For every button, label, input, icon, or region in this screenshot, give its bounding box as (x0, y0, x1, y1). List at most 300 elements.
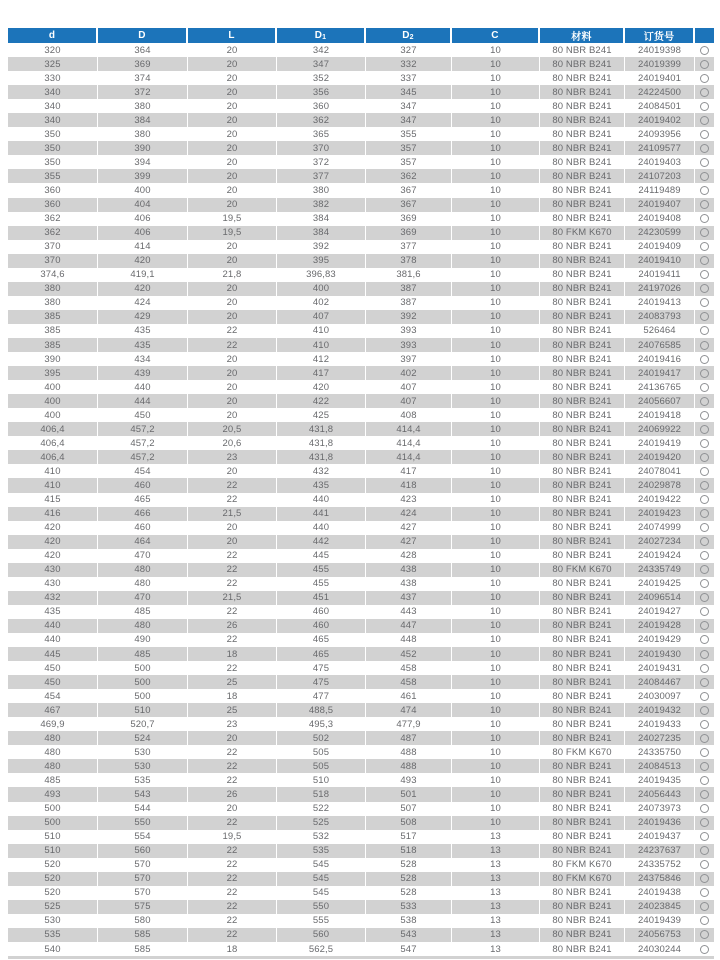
availability-circle-icon (700, 888, 709, 897)
table-cell-material: 80 NBR B241 (540, 282, 625, 296)
table-cell-D1: 410 (277, 338, 366, 352)
table-cell-C: 10 (452, 577, 540, 591)
availability-circle-icon (700, 144, 709, 153)
availability-circle-icon (700, 495, 709, 504)
table-cell-D: 390 (98, 141, 188, 155)
table-cell-material: 80 NBR B241 (540, 816, 625, 830)
availability-circle-icon (700, 46, 709, 55)
table-cell-D2: 377 (366, 240, 452, 254)
table-cell-D: 364 (98, 43, 188, 57)
table-cell-order_no: 24019398 (625, 43, 695, 57)
table-cell-D1: 460 (277, 605, 366, 619)
column-header-D2: D $_2$ (366, 28, 452, 43)
table-row (8, 619, 714, 633)
table-cell-D1: 384 (277, 226, 366, 240)
table-cell-D2: 447 (366, 619, 452, 633)
table-cell-D: 424 (98, 296, 188, 310)
table-row (8, 928, 714, 942)
availability-cell (695, 549, 714, 563)
table-cell-C: 10 (452, 240, 540, 254)
table-cell-material: 80 NBR B241 (540, 675, 625, 689)
table-cell-order_no: 24019401 (625, 71, 695, 85)
table-cell-D2: 543 (366, 928, 452, 942)
table-cell-D2: 533 (366, 900, 452, 914)
table-cell-order_no: 24019411 (625, 268, 695, 282)
table-cell-D1: 396,83 (277, 268, 366, 282)
table-cell-D2: 461 (366, 689, 452, 703)
table-cell-C: 10 (452, 198, 540, 212)
cutoff-row (8, 956, 714, 959)
table-cell-C: 10 (452, 380, 540, 394)
table-cell-C: 10 (452, 310, 540, 324)
availability-cell (695, 928, 714, 942)
table-cell-D1: 495,3 (277, 717, 366, 731)
table-cell-material: 80 NBR B241 (540, 844, 625, 858)
table-cell-L: 20 (188, 198, 277, 212)
availability-cell (695, 141, 714, 155)
table-cell-D2: 501 (366, 787, 452, 801)
table-row (8, 366, 714, 380)
table-cell-material: 80 FKM K670 (540, 226, 625, 240)
table-cell-L: 20 (188, 408, 277, 422)
table-cell-D: 399 (98, 169, 188, 183)
table-cell-D2: 337 (366, 71, 452, 85)
table-cell-D2: 528 (366, 886, 452, 900)
table-row (8, 183, 714, 197)
availability-circle-icon (700, 692, 709, 701)
availability-circle-icon (700, 818, 709, 827)
table-cell-D: 434 (98, 352, 188, 366)
table-cell-d: 355 (8, 169, 98, 183)
table-cell-D: 460 (98, 478, 188, 492)
table-row (8, 605, 714, 619)
table-cell-d: 430 (8, 577, 98, 591)
availability-circle-icon (700, 832, 709, 841)
availability-circle-icon (700, 256, 709, 265)
table-cell-D2: 448 (366, 633, 452, 647)
table-cell-D1: 460 (277, 619, 366, 633)
table-row (8, 380, 714, 394)
table-row (8, 394, 714, 408)
table-cell-D2: 427 (366, 521, 452, 535)
table-cell-L: 20 (188, 183, 277, 197)
table-cell-order_no: 24074999 (625, 521, 695, 535)
table-cell-D: 414 (98, 240, 188, 254)
table-cell-material: 80 NBR B241 (540, 773, 625, 787)
availability-cell (695, 282, 714, 296)
availability-circle-icon (700, 706, 709, 715)
table-cell-L: 20 (188, 521, 277, 535)
table-cell-D: 464 (98, 535, 188, 549)
table-cell-D: 580 (98, 914, 188, 928)
table-cell-material: 80 NBR B241 (540, 914, 625, 928)
availability-circle-icon (700, 425, 709, 434)
table-cell-d: 406,4 (8, 450, 98, 464)
table-row (8, 675, 714, 689)
table-cell-D1: 365 (277, 127, 366, 141)
table-cell-material: 80 NBR B241 (540, 141, 625, 155)
table-cell-order_no: 24069922 (625, 422, 695, 436)
table-row (8, 352, 714, 366)
table-cell-D1: 477 (277, 689, 366, 703)
table-row (8, 535, 714, 549)
table-cell-order_no: 24027234 (625, 535, 695, 549)
table-cell-D1: 384 (277, 212, 366, 226)
availability-circle-icon (700, 186, 709, 195)
table-cell-C: 13 (452, 844, 540, 858)
table-cell-D: 440 (98, 380, 188, 394)
table-cell-d: 469,9 (8, 717, 98, 731)
table-cell-d: 467 (8, 703, 98, 717)
table-cell-order_no: 24030097 (625, 689, 695, 703)
availability-cell (695, 324, 714, 338)
table-cell-order_no: 24083793 (625, 310, 695, 324)
table-cell-L: 20 (188, 127, 277, 141)
table-cell-C: 10 (452, 731, 540, 745)
table-cell-d: 540 (8, 942, 98, 956)
table-cell-D1: 535 (277, 844, 366, 858)
table-cell-L: 21,5 (188, 591, 277, 605)
table-cell-D1: 382 (277, 198, 366, 212)
table-cell-D: 466 (98, 507, 188, 521)
product-table (8, 28, 714, 959)
table-cell-d: 420 (8, 535, 98, 549)
table-cell-order_no: 24109577 (625, 141, 695, 155)
availability-circle-icon (700, 930, 709, 939)
table-cell-D: 544 (98, 802, 188, 816)
table-cell-material: 80 NBR B241 (540, 324, 625, 338)
table-cell-D: 404 (98, 198, 188, 212)
table-cell-D2: 427 (366, 535, 452, 549)
table-cell-D2: 418 (366, 478, 452, 492)
table-cell-D: 457,2 (98, 436, 188, 450)
table-row (8, 141, 714, 155)
table-cell-d: 320 (8, 43, 98, 57)
availability-circle-icon (700, 762, 709, 771)
table-cell-L: 23 (188, 717, 277, 731)
table-cell-D1: 356 (277, 85, 366, 99)
table-cell-L: 22 (188, 633, 277, 647)
table-cell-D: 406 (98, 226, 188, 240)
table-cell-L: 25 (188, 703, 277, 717)
table-cell-order_no: 24023845 (625, 900, 695, 914)
table-cell-D2: 332 (366, 57, 452, 71)
availability-circle-icon (700, 242, 709, 251)
table-cell-D: 520,7 (98, 717, 188, 731)
table-row (8, 99, 714, 113)
table-cell-D: 400 (98, 183, 188, 197)
table-row (8, 521, 714, 535)
table-cell-D1: 400 (277, 282, 366, 296)
table-cell-D: 374 (98, 71, 188, 85)
table-cell-C: 10 (452, 422, 540, 436)
table-cell-C: 10 (452, 605, 540, 619)
table-cell-C: 10 (452, 352, 540, 366)
table-cell-D2: 347 (366, 99, 452, 113)
table-cell-D2: 367 (366, 183, 452, 197)
table-cell-L: 22 (188, 886, 277, 900)
table-cell-C: 10 (452, 591, 540, 605)
table-cell-material: 80 NBR B241 (540, 113, 625, 127)
table-cell-D: 500 (98, 661, 188, 675)
table-cell-D: 490 (98, 633, 188, 647)
table-row (8, 872, 714, 886)
table-cell-material: 80 FKM K670 (540, 745, 625, 759)
table-cell-material: 80 NBR B241 (540, 198, 625, 212)
table-cell-C: 13 (452, 914, 540, 928)
availability-circle-icon (700, 874, 709, 883)
table-cell-L: 20,5 (188, 422, 277, 436)
availability-cell (695, 99, 714, 113)
table-cell-d: 362 (8, 226, 98, 240)
table-cell-order_no: 24084513 (625, 759, 695, 773)
table-body (8, 43, 714, 956)
table-row (8, 85, 714, 99)
table-cell-D1: 377 (277, 169, 366, 183)
availability-cell (695, 900, 714, 914)
availability-circle-icon (700, 326, 709, 335)
table-cell-D2: 474 (366, 703, 452, 717)
table-cell-C: 10 (452, 717, 540, 731)
table-cell-L: 18 (188, 942, 277, 956)
table-row (8, 900, 714, 914)
table-cell-d: 500 (8, 802, 98, 816)
availability-cell (695, 113, 714, 127)
table-cell-D2: 393 (366, 338, 452, 352)
availability-circle-icon (700, 804, 709, 813)
table-row (8, 802, 714, 816)
table-cell-L: 25 (188, 675, 277, 689)
table-cell-material: 80 NBR B241 (540, 268, 625, 282)
table-cell-material: 80 NBR B241 (540, 57, 625, 71)
table-cell-D: 485 (98, 605, 188, 619)
table-cell-material: 80 NBR B241 (540, 338, 625, 352)
table-row (8, 886, 714, 900)
availability-cell (695, 689, 714, 703)
table-cell-C: 10 (452, 802, 540, 816)
table-cell-D2: 355 (366, 127, 452, 141)
table-cell-d: 520 (8, 886, 98, 900)
table-cell-D: 435 (98, 338, 188, 352)
table-cell-material: 80 NBR B241 (540, 127, 625, 141)
table-cell-D2: 538 (366, 914, 452, 928)
availability-circle-icon (700, 312, 709, 321)
table-cell-order_no: 24084501 (625, 99, 695, 113)
table-cell-D1: 407 (277, 310, 366, 324)
table-cell-D: 500 (98, 689, 188, 703)
table-row (8, 198, 714, 212)
table-row (8, 71, 714, 85)
table-cell-order_no: 24019402 (625, 113, 695, 127)
availability-circle-icon (700, 369, 709, 378)
table-cell-D: 470 (98, 591, 188, 605)
table-cell-material: 80 NBR B241 (540, 352, 625, 366)
availability-cell (695, 310, 714, 324)
table-cell-order_no: 24019407 (625, 198, 695, 212)
table-cell-order_no: 24019418 (625, 408, 695, 422)
table-cell-order_no: 24119489 (625, 183, 695, 197)
table-cell-d: 450 (8, 661, 98, 675)
table-row (8, 914, 714, 928)
table-cell-D2: 438 (366, 563, 452, 577)
table-cell-D1: 525 (277, 816, 366, 830)
table-cell-D2: 414,4 (366, 436, 452, 450)
table-cell-D: 470 (98, 549, 188, 563)
table-cell-order_no: 24029878 (625, 478, 695, 492)
availability-cell (695, 633, 714, 647)
availability-circle-icon (700, 355, 709, 364)
table-cell-material: 80 NBR B241 (540, 240, 625, 254)
table-cell-L: 21,8 (188, 268, 277, 282)
table-cell-D: 429 (98, 310, 188, 324)
availability-circle-icon (700, 734, 709, 743)
table-cell-D1: 431,8 (277, 436, 366, 450)
availability-circle-icon (700, 846, 709, 855)
table-cell-material: 80 NBR B241 (540, 71, 625, 85)
table-cell-order_no: 24335752 (625, 858, 695, 872)
table-cell-order_no: 24019433 (625, 717, 695, 731)
table-cell-d: 420 (8, 521, 98, 535)
table-cell-material: 80 NBR B241 (540, 619, 625, 633)
table-cell-d: 380 (8, 296, 98, 310)
table-row (8, 226, 714, 240)
table-cell-D: 485 (98, 647, 188, 661)
table-cell-d: 325 (8, 57, 98, 71)
table-cell-L: 20 (188, 394, 277, 408)
table-cell-order_no: 24019437 (625, 830, 695, 844)
column-header-d: d (8, 28, 98, 43)
table-cell-D: 480 (98, 563, 188, 577)
availability-cell (695, 155, 714, 169)
table-cell-d: 416 (8, 507, 98, 521)
table-row (8, 830, 714, 844)
table-cell-material: 80 NBR B241 (540, 703, 625, 717)
availability-circle-icon (700, 60, 709, 69)
table-cell-d: 374,6 (8, 268, 98, 282)
availability-cell (695, 886, 714, 900)
availability-cell (695, 844, 714, 858)
table-cell-d: 480 (8, 745, 98, 759)
table-cell-order_no: 24019439 (625, 914, 695, 928)
availability-circle-icon (700, 74, 709, 83)
table-row (8, 282, 714, 296)
availability-cell (695, 493, 714, 507)
table-cell-L: 22 (188, 563, 277, 577)
table-cell-L: 22 (188, 900, 277, 914)
table-cell-D2: 392 (366, 310, 452, 324)
table-cell-D1: 445 (277, 549, 366, 563)
table-cell-material: 80 NBR B241 (540, 422, 625, 436)
table-cell-material: 80 NBR B241 (540, 759, 625, 773)
availability-cell (695, 268, 714, 282)
availability-circle-icon (700, 411, 709, 420)
table-row (8, 942, 714, 956)
availability-cell (695, 605, 714, 619)
table-cell-D2: 408 (366, 408, 452, 422)
table-cell-L: 22 (188, 773, 277, 787)
table-cell-material: 80 NBR B241 (540, 436, 625, 450)
table-cell-D2: 407 (366, 394, 452, 408)
table-cell-material: 80 NBR B241 (540, 380, 625, 394)
table-cell-C: 10 (452, 787, 540, 801)
table-cell-D1: 455 (277, 577, 366, 591)
table-row (8, 212, 714, 226)
table-cell-L: 22 (188, 914, 277, 928)
table-cell-material: 80 NBR B241 (540, 183, 625, 197)
availability-circle-icon (700, 467, 709, 476)
availability-circle-icon (700, 565, 709, 574)
table-cell-C: 10 (452, 282, 540, 296)
table-cell-C: 10 (452, 394, 540, 408)
table-cell-L: 20 (188, 85, 277, 99)
availability-cell (695, 872, 714, 886)
table-cell-D: 524 (98, 731, 188, 745)
table-cell-material: 80 FKM K670 (540, 563, 625, 577)
table-cell-D1: 402 (277, 296, 366, 310)
table-cell-d: 493 (8, 787, 98, 801)
table-cell-material: 80 NBR B241 (540, 647, 625, 661)
table-cell-d: 530 (8, 914, 98, 928)
table-cell-D2: 369 (366, 212, 452, 226)
table-cell-d: 360 (8, 198, 98, 212)
table-cell-C: 10 (452, 535, 540, 549)
table-cell-order_no: 24076585 (625, 338, 695, 352)
table-cell-L: 20 (188, 352, 277, 366)
table-cell-D1: 532 (277, 830, 366, 844)
availability-cell (695, 773, 714, 787)
table-cell-d: 500 (8, 816, 98, 830)
table-cell-D: 457,2 (98, 422, 188, 436)
table-cell-d: 340 (8, 99, 98, 113)
table-cell-d: 535 (8, 928, 98, 942)
table-cell-material: 80 NBR B241 (540, 408, 625, 422)
table-cell-L: 22 (188, 549, 277, 563)
table-cell-L: 20 (188, 99, 277, 113)
table-cell-C: 10 (452, 338, 540, 352)
table-cell-D: 500 (98, 675, 188, 689)
availability-circle-icon (700, 916, 709, 925)
table-cell-D2: 507 (366, 802, 452, 816)
table-row (8, 858, 714, 872)
availability-circle-icon (700, 748, 709, 757)
table-cell-order_no: 24096514 (625, 591, 695, 605)
availability-circle-icon (700, 439, 709, 448)
table-row (8, 633, 714, 647)
table-cell-order_no: 24073973 (625, 802, 695, 816)
table-cell-D2: 493 (366, 773, 452, 787)
availability-circle-icon (700, 537, 709, 546)
table-cell-order_no: 24019416 (625, 352, 695, 366)
table-cell-d: 360 (8, 183, 98, 197)
table-cell-order_no: 24019399 (625, 57, 695, 71)
availability-cell (695, 85, 714, 99)
table-cell-L: 22 (188, 493, 277, 507)
table-cell-C: 10 (452, 226, 540, 240)
table-cell-D: 543 (98, 787, 188, 801)
table-cell-L: 18 (188, 689, 277, 703)
table-cell-D: 480 (98, 577, 188, 591)
table-cell-d: 440 (8, 619, 98, 633)
table-cell-D: 560 (98, 844, 188, 858)
table-cell-D1: 435 (277, 478, 366, 492)
table-cell-d: 520 (8, 858, 98, 872)
table-cell-material: 80 NBR B241 (540, 928, 625, 942)
availability-circle-icon (700, 720, 709, 729)
availability-cell (695, 830, 714, 844)
table-cell-order_no: 24237637 (625, 844, 695, 858)
table-cell-D1: 362 (277, 113, 366, 127)
availability-circle-icon (700, 678, 709, 687)
